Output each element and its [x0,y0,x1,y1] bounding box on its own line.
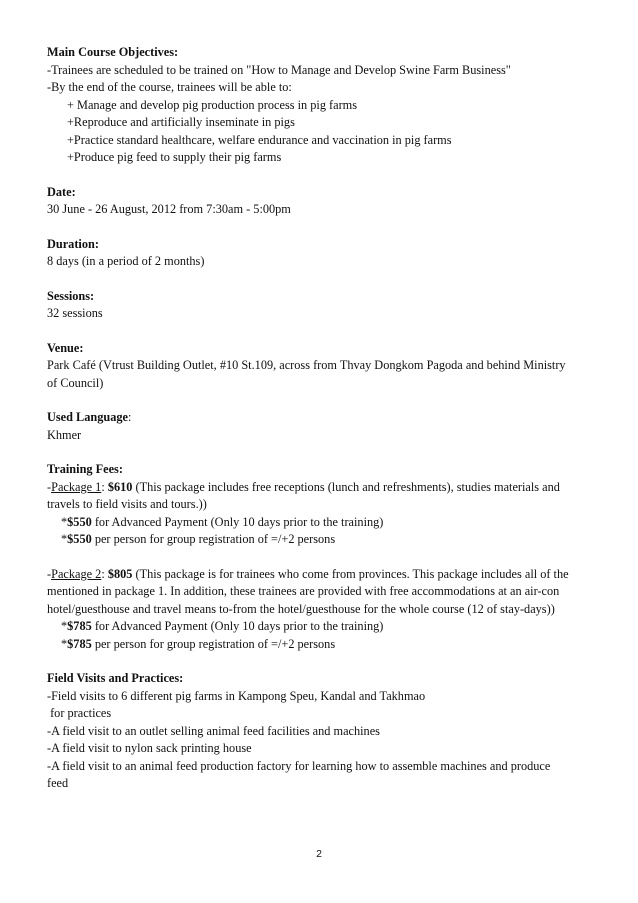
package-1-option-2-price: $550 [67,532,92,546]
duration-value: 8 days (in a period of 2 months) [47,254,205,268]
package-1-option-2-text: per person for group registration of =/+2 persons [91,532,336,546]
package-2-sep: : [101,566,108,581]
package-1-option-1 [47,514,607,532]
objectives-line-1: -Trainees are scheduled to be trained on "How to Manage and Develop Swine Farm Business" [47,62,511,77]
package-1-option-2-star: * [61,532,68,546]
sessions-value: 32 sessions [47,306,103,320]
field-line-3: -A field visit to an outlet selling animal feed facilities and machines [47,723,380,738]
package-1-option-1-text: for Advanced Payment (Only 10 days prior to the training) [91,514,384,529]
objectives-line-2: -By the end of the course, trainees will be able to: [47,80,292,94]
date-heading: Date: [47,184,76,199]
language-colon: : [127,410,132,424]
package-2-price: $805 [107,566,133,581]
field-line-2: for practices [47,706,112,720]
venue-line-1: Park Café (Vtrust Building Outlet, #10 St.109, across from Thvay Dongkom Pagoda and behind Ministry [47,358,566,372]
field-line-4: -A field visit to nylon sack printing house [47,741,252,755]
package-2-option-2-star: * [61,636,68,651]
package-2-option-2-price: $785 [67,636,92,651]
package-2-option-2-text: per person for group registration of =/+2 persons [91,636,336,651]
language-heading-row [47,409,607,427]
sessions-heading: Sessions: [47,288,95,303]
package-2-desc-3: hotel/guesthouse and travel means to-from the hotel/guesthouse for the whole course (12 of stay-days)) [47,601,555,616]
package-1-desc-2: travels to field visits and tours.)) [47,497,207,511]
package-1-price: $610 [107,479,133,494]
language-value: Khmer [47,427,82,442]
package-2-label: Package 2 [51,566,102,581]
field-line-1: -Field visits to 6 different pig farms in Kampong Speu, Kandal and Takhmao [47,688,426,703]
package-1-line-1 [47,479,607,497]
document-page [47,44,607,793]
package-1-dash: - [47,479,52,494]
field-line-6: feed [47,776,69,790]
date-value: 30 June - 26 August, 2012 from 7:30am - 5:00pm [47,202,291,216]
objective-item-3: +Practice standard healthcare, welfare endurance and vaccination in pig farms [67,132,452,147]
venue-heading: Venue: [47,340,84,355]
package-2-option-1-price: $785 [67,619,92,633]
page-number: 2 [316,848,322,860]
objective-item-2: +Reproduce and artificially inseminate in pigs [67,115,295,129]
fees-heading: Training Fees: [47,462,123,476]
package-2-desc-2: mentioned in package 1. In addition, these trainees are provided with free accommodations at an air-con [47,584,560,598]
package-2-option-1 [47,618,607,636]
objective-item-1: + Manage and develop pig production process in pig farms [67,97,358,112]
package-1-option-2 [47,531,607,549]
package-2-dash: - [47,566,52,581]
venue-line-2: of Council) [47,375,104,390]
package-2-option-1-text: for Advanced Payment (Only 10 days prior to the training) [91,619,384,633]
package-2-desc-1: (This package is for trainees who come from provinces. This package includes all of the [132,566,569,581]
language-heading: Used Language [47,410,128,424]
package-1-desc-1: (This package includes free receptions (lunch and refreshments), studies materials and [132,479,560,494]
package-1-label: Package 1 [51,479,102,494]
field-heading: Field Visits and Practices: [47,671,184,685]
objectives-heading: Main Course Objectives: [47,45,179,59]
package-2-line-1 [47,566,607,584]
package-1-option-1-star: * [61,514,68,529]
package-2-option-1-star: * [61,619,68,633]
duration-heading: Duration: [47,236,99,251]
objective-item-4: +Produce pig feed to supply their pig farms [67,150,282,164]
package-1-option-1-price: $550 [67,514,92,529]
package-1-sep: : [101,479,108,494]
package-2-option-2 [47,636,607,654]
field-line-5: -A field visit to an animal feed production factory for learning how to assemble machines and produce [47,758,551,773]
